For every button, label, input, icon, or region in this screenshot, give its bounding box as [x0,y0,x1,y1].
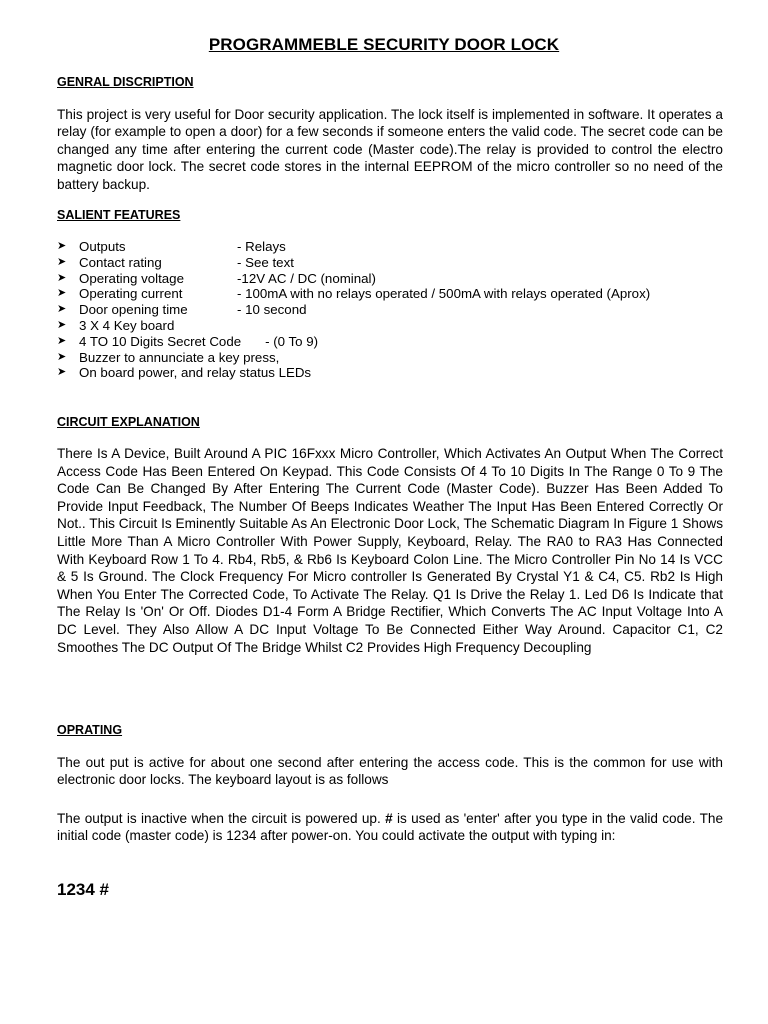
feature-label: 3 X 4 Key board [79,317,175,333]
heading-salient-features: SALIENT FEATURES [57,208,181,222]
feature-value: - 10 second [237,302,307,318]
heading-general-description: GENRAL DISCRIPTION [57,75,194,89]
feature-item [57,255,737,271]
arrow-bullet-icon: ➤ [57,255,67,268]
feature-label: On board power, and relay status LEDs [79,365,312,381]
arrow-bullet-icon: ➤ [57,318,67,331]
feature-value: - Relays [237,239,286,254]
general-description-text: This project is very useful for Door security application. The lock itself is implemented in software. It operates a relay (for example to open a door) for a few seconds if someone enters the valid code. The secret code can be changed any time after entering the current code (Master code).The relay is provided to control the electro magnetic door lock. The secret code stores in the internal EEPROM of the micro controller so no need of the battery backup. [57,107,723,192]
arrow-bullet-icon: ➤ [57,287,67,300]
feature-label: Contact rating [79,254,162,270]
feature-label: Operating current [79,286,183,302]
feature-value: -12V AC / DC (nominal) [237,270,376,286]
circuit-explanation-text: There Is A Device, Built Around A PIC 16Fxxx Micro Controller, Which Activates An Output When The Correct Access Code Has Been Entered On Keypad. This Code Consists Of 4 To 10 Digits In The Range 0 To 9 The Code Can Be Changed By After Entering The Current Code (Master Code). Buzzer Has Been Added To Provide Input Feedback, The Number Of Beeps Indicates Weather The Input Has Been Entered Correctly Or Not.. This Circuit Is Eminently Suitable As An Electronic Door Lock, The Schematic Diagram In Figure 1 Shows Little More Than A Micro Controller With Power Supply, Keyboard, Relay. The RA0 to RA3 Has Connected With Keyboard Row 1 To 4. Rb4, Rb5, & Rb6 Is Keyboard Colon Line. The Micro Controller Pin No 14 Is VCC & 5 Is Ground. The Clock Frequency For Micro controller Is Generated By Crystal Y1 & C4, C5. Rb2 Is High When You Enter The Corrected Code, To Activate The Relay. Q1 Is Drive the Relay 1. Led D6 Is Indicate that The Relay Is 'On' Or Off. Diodes D1-4 Form A Bridge Rectifier, Which Converts The AC Input Voltage Into A DC Level. They Also Allow A DC Input Voltage To Be Connected Either Way Around. Capacitor C1, C2 Smoothes The DC Output Of The Bridge Whilst C2 Provides High Frequency Decoupling [57,446,723,655]
arrow-bullet-icon: ➤ [57,334,67,347]
operating-paragraph-2 [57,810,723,845]
feature-item [57,365,737,381]
feature-label: Buzzer to annunciate a key press, [79,349,280,365]
operating-text-after: is used as 'enter' after you type in the valid code. The initial code (master code) is 1234 after power-on. You could activate the output with typing in: [57,811,724,844]
feature-value: - See text [237,254,294,270]
arrow-bullet-icon: ➤ [57,366,67,379]
feature-item [57,350,737,366]
feature-label: Operating voltage [79,270,184,286]
feature-value: - (0 To 9) [265,333,319,349]
arrow-bullet-icon: ➤ [57,240,67,252]
feature-item [57,302,737,318]
heading-circuit-explanation: CIRCUIT EXPLANATION [57,415,200,429]
arrow-bullet-icon: ➤ [57,350,67,363]
document-title: PROGRAMMEBLE SECURITY DOOR LOCK [208,35,560,54]
feature-value: - 100mA with no relays operated / 500mA with relays operated (Aprox) [237,286,651,302]
feature-item [57,286,737,302]
features-list [57,239,737,381]
heading-operating: OPRATING [57,723,123,737]
hash-key: # [385,811,393,826]
feature-item [57,318,737,334]
feature-label-with-value [79,334,318,350]
arrow-bullet-icon: ➤ [57,271,67,284]
operating-text-before: The output is inactive when the circuit is powered up. [57,811,386,826]
example-code: 1234 # [57,880,109,899]
feature-label: 4 TO 10 Digits Secret Code [79,333,242,349]
feature-item [57,271,737,287]
feature-item [57,239,737,255]
operating-paragraph-1: The out put is active for about one second after entering the access code. This is the common for use with electronic door locks. The keyboard layout is as follows [57,755,723,788]
arrow-bullet-icon: ➤ [57,303,67,316]
feature-label: Outputs [79,239,126,254]
feature-label: Door opening time [79,302,188,318]
feature-item [57,334,737,350]
